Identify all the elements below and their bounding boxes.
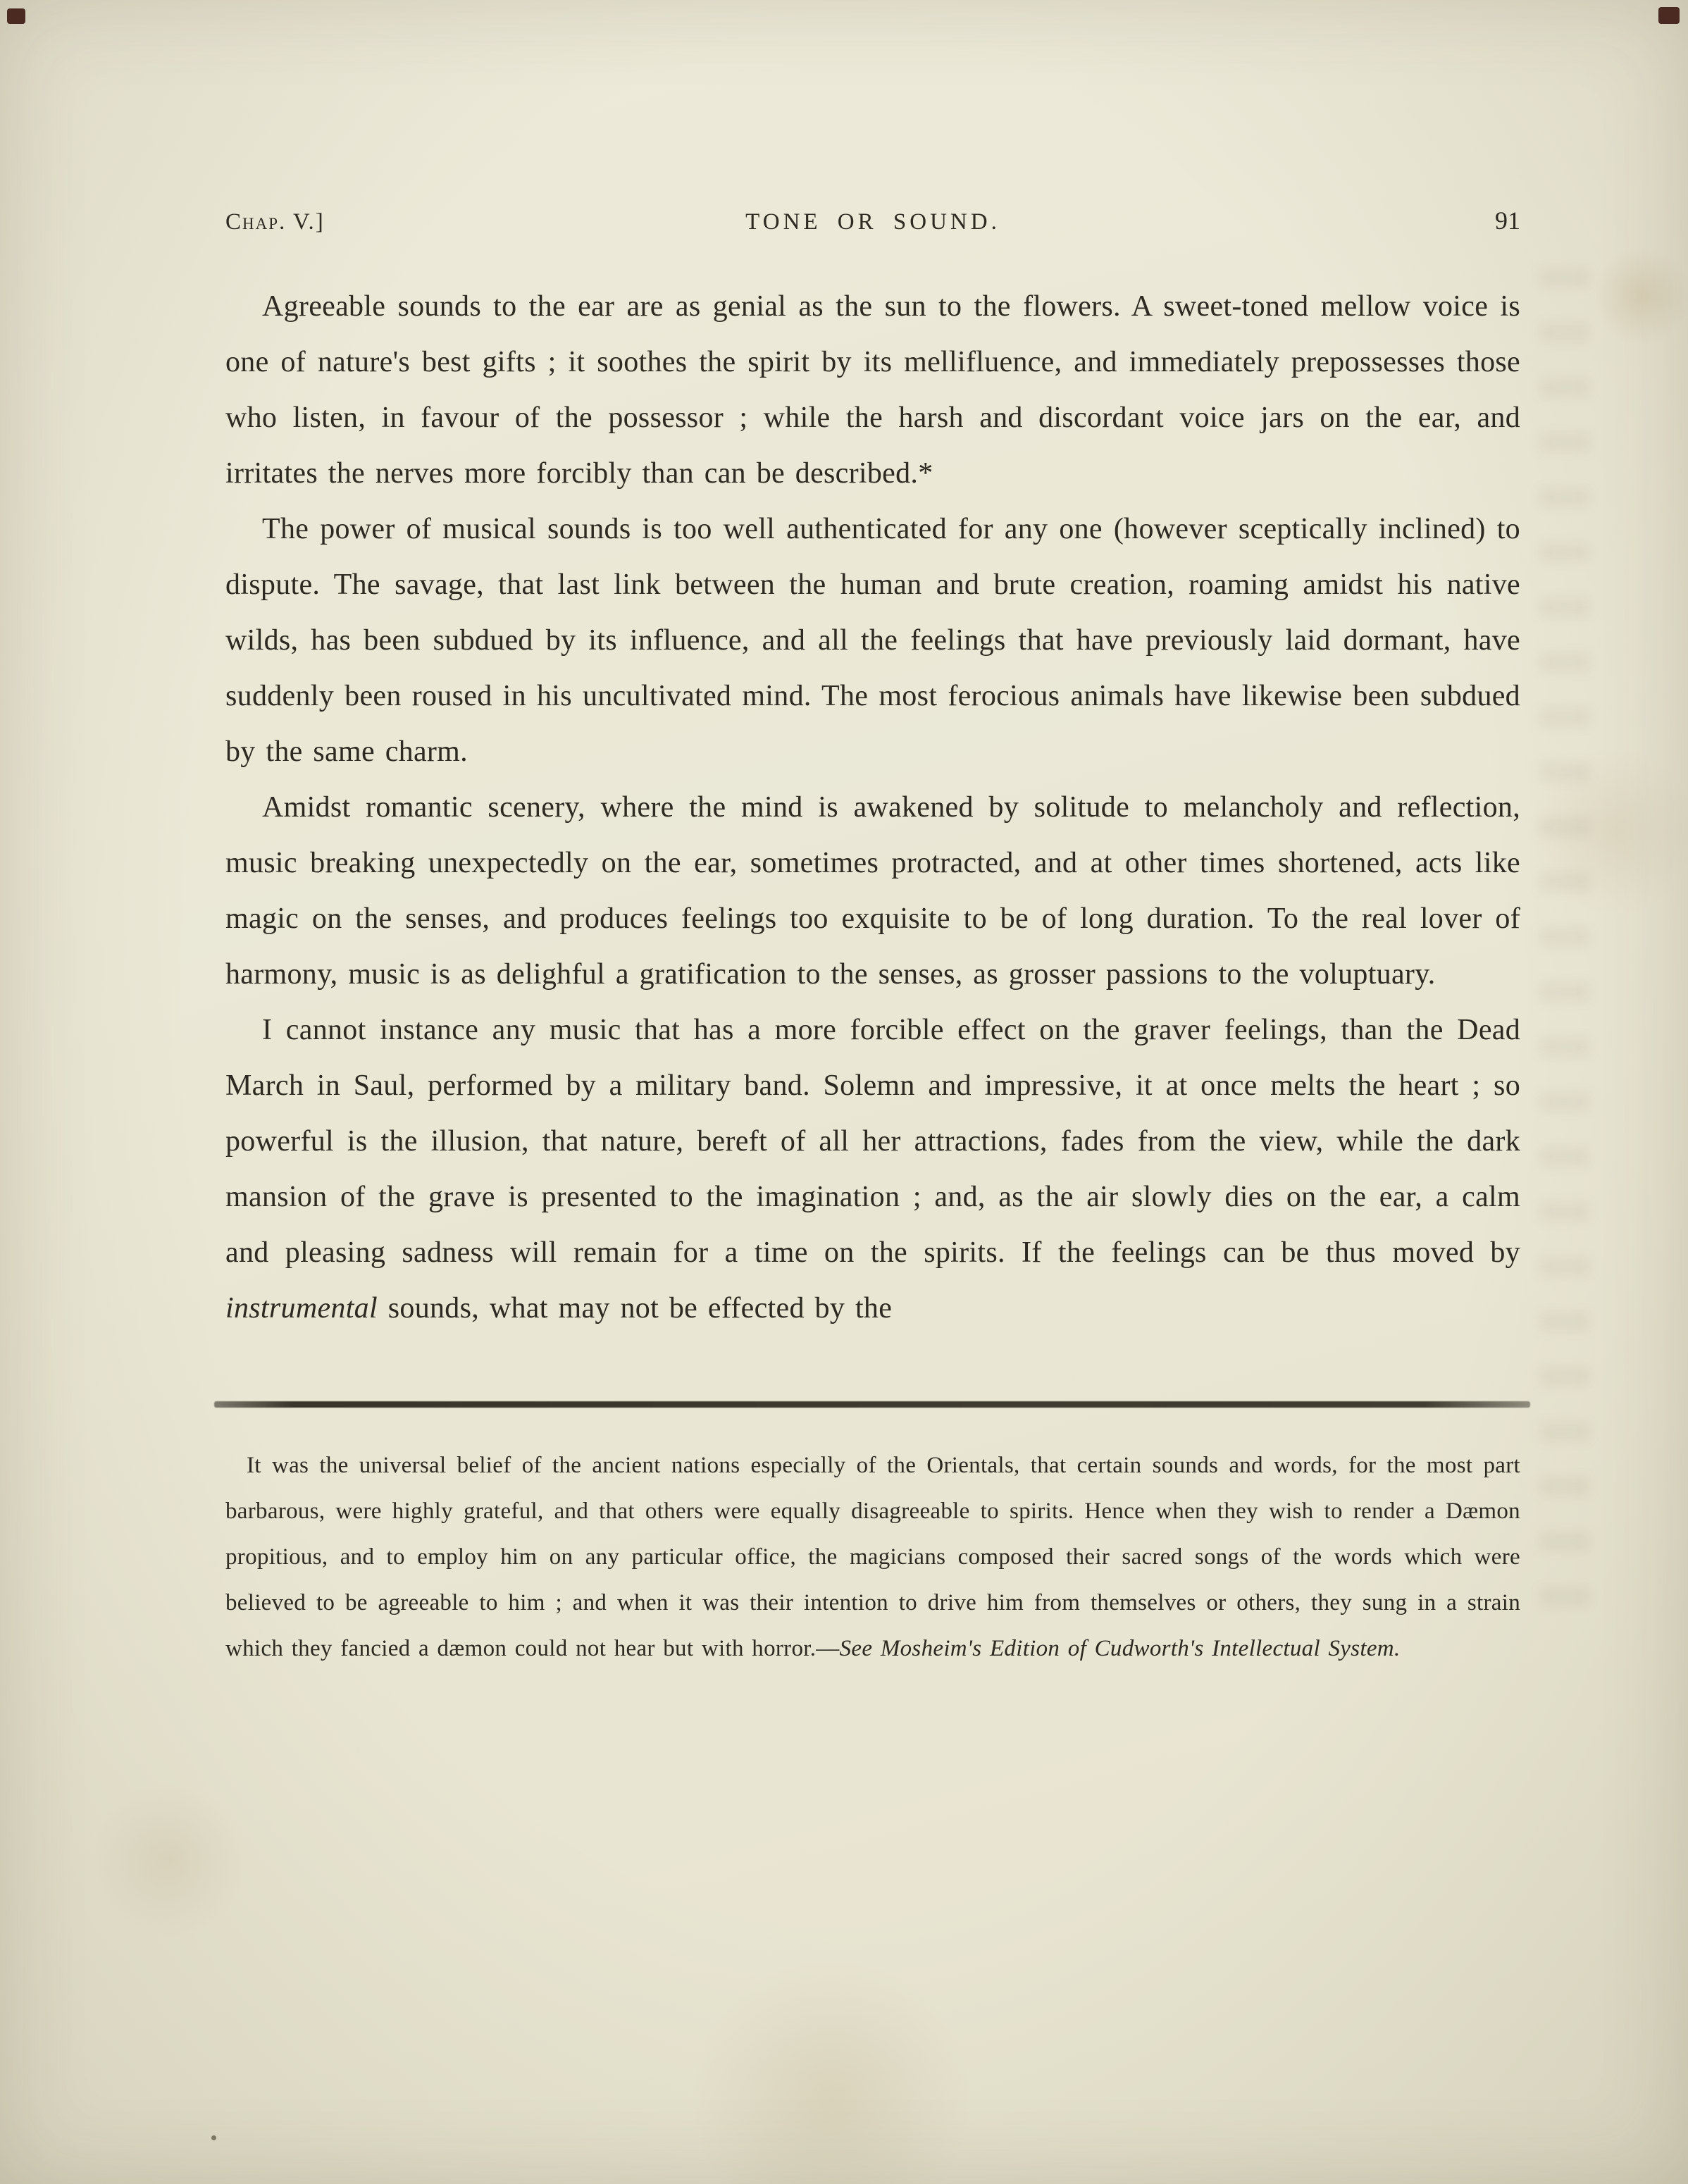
chapter-label: Chap. V.]	[225, 209, 325, 235]
running-title: TONE OR SOUND.	[745, 209, 1000, 235]
page-showthrough	[1540, 268, 1589, 1606]
scan-speck-bottom	[211, 2135, 216, 2140]
footnote-divider	[214, 1401, 1530, 1408]
italic-word-instrumental: instrumental	[225, 1292, 378, 1324]
footnote	[225, 1443, 1520, 1672]
paragraph-2: The power of musical sounds is too well authenticated for any one (however sceptically inclined) to dispute. The savage, that last link between the human and brute creation, roaming amidst his native wilds, has been subdued by its influence, and all the feelings that have previously laid dormant, have suddenly been roused in his uncultivated mind. The most ferocious animals have likewise been subdued by the same charm.	[225, 513, 1520, 768]
page-header	[225, 206, 1520, 235]
paragraph-1: Agreeable sounds to the ear are as genial as the sun to the flowers. A sweet-toned mellow voice is one of nature's best gifts ; it soothes the spirit by its mellifluence, and immediately prepossesses those who listen, in favour of the possessor ; while the harsh and discordant voice jars on the ear, and irritates the nerves more forcibly than can be described.*	[225, 290, 1520, 490]
paragraph-4-text: I cannot instance any music that has a more forcible effect on the graver feelings, than the Dead March in Saul, performed by a military band. Solemn and impressive, it at once melts the heart ; so powerful is the illusion, that nature, bereft of all her attractions, fades from the view, while the dark mansion of the grave is presented to the imagination ; and, as the air slowly dies on the ear, a calm and pleasing sadness will remain for a time on the spirits. If the feelings can be thus moved by	[225, 1014, 1520, 1269]
paragraph-3: Amidst romantic scenery, where the mind is awakened by solitude to melancholy and reflection, music breaking unexpectedly on the ear, sometimes protracted, and at other times shortened, acts like magic on the senses, and produces feelings too exquisite to be of long duration. To the real lover of harmony, music is as delighful a gratification to the senses, as grosser passions to the voluptuary.	[225, 791, 1520, 991]
paragraph-4	[225, 1003, 1520, 1336]
footnote-citation: See Mosheim's Edition of Cudworth's Intellectual System.	[839, 1636, 1401, 1661]
footnote-paragraph	[225, 1443, 1520, 1672]
paragraph-4-text-after: sounds, what may not be effected by the	[377, 1292, 893, 1324]
body-text	[225, 279, 1520, 1336]
footnote-text: It was the universal belief of the ancient nations especially of the Orientals, that certain sounds and words, for the most part barbarous, were highly grateful, and that others were equally disagreeable to spirits. Hence when they wish to render a Dæmon propitious, and to employ him on any particular office, the magicians composed their sacred songs of the words which were believed to be agreeable to him ; and when it was their intention to drive him from themselves or others, they sung in a strain which they fancied a dæmon could not hear but with horror.—	[225, 1453, 1520, 1661]
scan-speck-top-left	[7, 8, 25, 24]
page-number: 91	[1495, 206, 1520, 235]
scan-speck-top-right	[1658, 7, 1680, 24]
